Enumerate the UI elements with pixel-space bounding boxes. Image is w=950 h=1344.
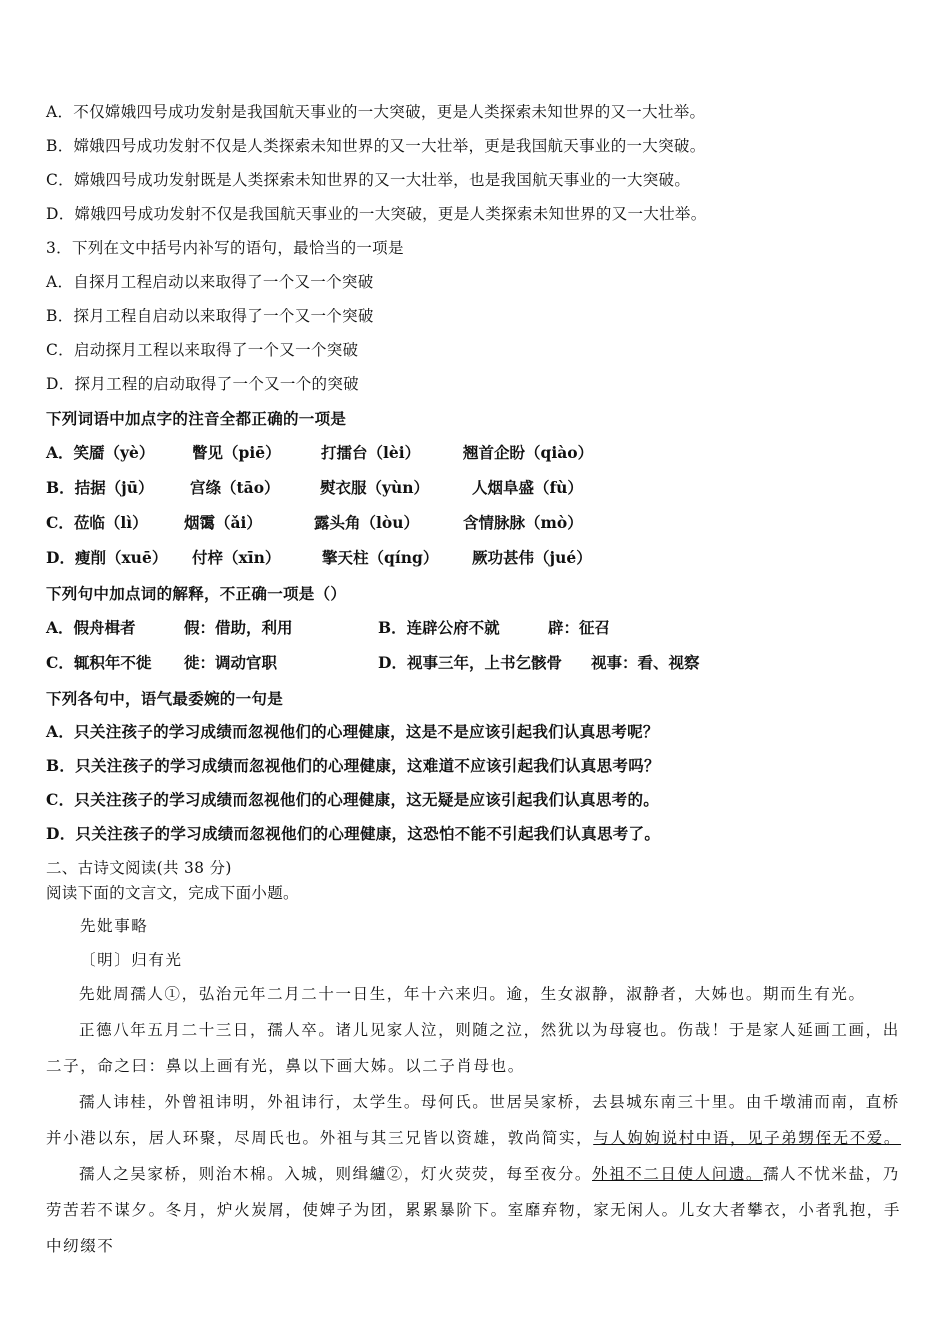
passage-paragraph-1: 先妣周孺人①，弘治元年二月二十一日生，年十六来归。逾，生女淑静，淑静者，大姊也。期而生有光。 [79, 985, 866, 1003]
q2-option-c: C．嫦娥四号成功发射既是人类探索未知世界的又一大壮举，也是我国航天事业的一大突破。 [46, 171, 691, 189]
tone-option-c: C．只关注孩子的学习成绩而忽视他们的心理健康，这无疑是应该引起我们认真思考的。 [46, 790, 660, 809]
explain-d-meaning: 视事：看、视察 [591, 653, 700, 672]
pinyin-a-4: 翘首企盼（qiào） [463, 443, 594, 462]
q2-option-a: A．不仅嫦娥四号成功发射是我国航天事业的一大突破，更是人类探索未知世界的又一大壮举。 [46, 103, 706, 121]
passage-title: 先妣事略 [80, 917, 149, 935]
pinyin-question-stem: 下列词语中加点字的注音全都正确的一项是 [46, 409, 347, 428]
pinyin-d-3: 擎天柱（qíng） [322, 548, 439, 567]
explain-c-phrase: C．辄积年不徙 [46, 653, 152, 672]
pinyin-a-3: 打擂台（lèi） [321, 443, 421, 462]
pinyin-d-2: 付梓（xīn） [192, 548, 281, 567]
pinyin-b-4: 人烟阜盛（fù） [472, 478, 583, 497]
pinyin-a-1: A．笑靥（yè） [46, 443, 155, 462]
passage-paragraph-4 [46, 1156, 916, 1264]
explain-a-phrase: A．假舟楫者 [46, 618, 136, 637]
pinyin-a-2: 瞥见（piē） [192, 443, 281, 462]
pinyin-b-3: 熨衣服（yùn） [320, 478, 430, 497]
tone-option-a: A．只关注孩子的学习成绩而忽视他们的心理健康，这是不是应该引起我们认真思考呢？ [46, 722, 659, 741]
pinyin-d-4: 厥功甚伟（jué） [472, 548, 592, 567]
q3-option-c: C．启动探月工程以来取得了一个又一个突破 [46, 341, 359, 359]
explain-question-stem: 下列句中加点词的解释，不正确一项是（） [46, 584, 347, 603]
paragraph-4-underlined: 外祖不二日使人问遗。 [592, 1165, 764, 1183]
tone-option-d: D．只关注孩子的学习成绩而忽视他们的心理健康，这恐怕不能不引起我们认真思考了。 [46, 824, 661, 843]
q2-option-d: D．嫦娥四号成功发射不仅是我国航天事业的一大突破，更是人类探索未知世界的又一大壮举。 [46, 205, 707, 223]
explain-c-meaning: 徙：调动官职 [184, 653, 278, 672]
pinyin-c-2: 烟霭（ǎi） [184, 513, 262, 532]
paragraph-4-text-b: 孺人不忧米盐，乃劳苦若不谋夕。冬月，炉火炭屑，使婢子为团，累累暴阶下。室靡弃物，家无闲人。儿女大者攀衣，小者乳抱，手中纫缀不 [46, 1165, 902, 1255]
pinyin-d-1: D．瘦削（xuē） [46, 548, 168, 567]
q3-stem: 3．下列在文中括号内补写的语句，最恰当的一项是 [46, 239, 404, 257]
paragraph-4-text-a: 孺人之吴家桥，则治木棉。入城，则缉纑②，灯火荧荧，每至夜分。 [79, 1165, 593, 1183]
q2-option-b: B．嫦娥四号成功发射不仅是人类探索未知世界的又一大壮举，更是我国航天事业的一大突破。 [46, 137, 706, 155]
tone-question-stem: 下列各句中，语气最委婉的一句是 [46, 689, 284, 708]
q3-option-a: A．自探月工程启动以来取得了一个又一个突破 [46, 273, 374, 291]
section-heading: 二、古诗文阅读(共 38 分) [46, 859, 232, 877]
passage-paragraph-2: 正德八年五月二十三日，孺人卒。诸儿见家人泣，则随之泣，然犹以为母寝也。伤哉！于是家人延画工画，出二子，命之曰：鼻以上画有光，鼻以下画大姊。以二子肖母也。 [46, 1021, 900, 1075]
explain-d-phrase: D．视事三年，上书乞骸骨 [378, 653, 562, 672]
passage-paragraph-3 [46, 1084, 916, 1156]
section-instruction: 阅读下面的文言文，完成下面小题。 [46, 884, 299, 902]
paragraph-3-underlined: 与人姁姁说村中语，见子弟甥侄无不爱。 [593, 1129, 902, 1147]
pinyin-c-4: 含情脉脉（mò） [463, 513, 583, 532]
pinyin-c-1: C．莅临（lì） [46, 513, 148, 532]
pinyin-c-3: 露头角（lòu） [314, 513, 419, 532]
explain-a-meaning: 假：借助，利用 [184, 618, 293, 637]
tone-option-b: B．只关注孩子的学习成绩而忽视他们的心理健康，这难道不应该引起我们认真思考吗？ [46, 756, 660, 775]
q3-option-d: D．探月工程的启动取得了一个又一个的突破 [46, 375, 359, 393]
q3-option-b: B．探月工程自启动以来取得了一个又一个突破 [46, 307, 374, 325]
pinyin-b-2: 宫绦（tāo） [190, 478, 280, 497]
pinyin-b-1: B．拮据（jū） [46, 478, 154, 497]
explain-b-meaning: 辟：征召 [548, 618, 611, 637]
passage-author: 〔明〕归有光 [80, 951, 183, 969]
explain-b-phrase: B．连辟公府不就 [378, 618, 500, 637]
paragraph-3-text: 孺人讳桂，外曾祖讳明，外祖讳行，太学生。母何氏。世居吴家桥，去县城东南三十里。由千墩浦而南，直桥并小港以东，居人环聚，尽周氏也。外祖与其三兄皆以资雄，敦尚简实， [46, 1093, 900, 1147]
